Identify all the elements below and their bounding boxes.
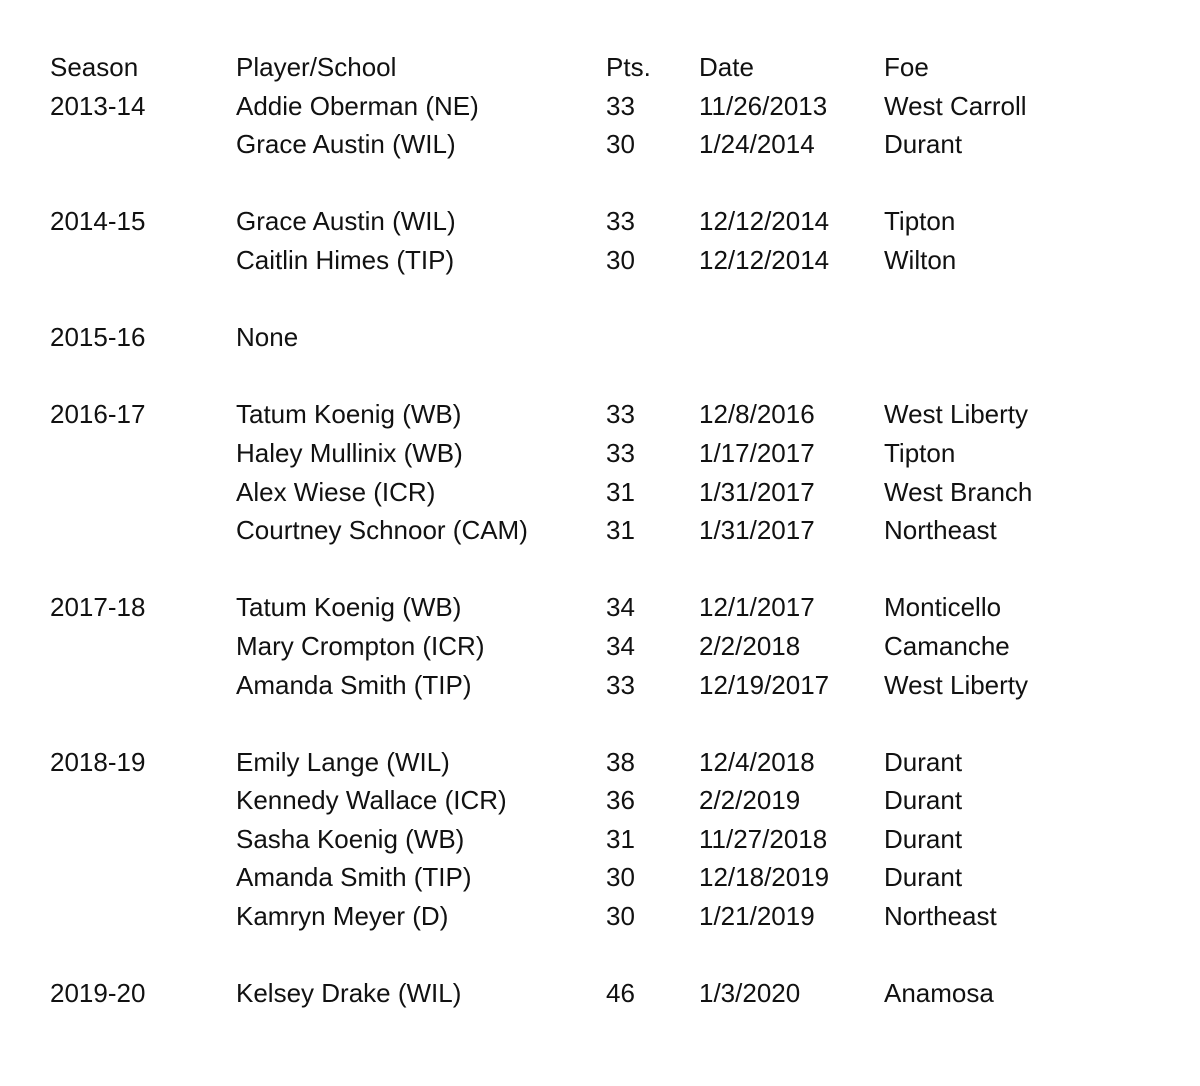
foe-cell: Durant — [884, 823, 963, 854]
foe-cell: Monticello — [884, 592, 1002, 623]
date-cell: 12/12/2014 — [699, 206, 830, 237]
table-row — [50, 897, 1170, 936]
date-cell: 1/31/2017 — [699, 515, 815, 546]
player-cell: Courtney Schnoor (CAM) — [236, 515, 528, 546]
player-cell: Tatum Koenig (WB) — [236, 399, 462, 430]
player-cell: Caitlin Himes (TIP) — [236, 244, 455, 275]
foe-cell: Northeast — [884, 515, 997, 546]
table-row — [50, 627, 1170, 666]
group-spacer — [50, 704, 1170, 743]
points-cell: 31 — [606, 515, 635, 546]
group-spacer — [50, 550, 1170, 589]
player-cell: None — [236, 322, 299, 353]
season-cell: 2018-19 — [50, 746, 146, 777]
points-cell: 33 — [606, 90, 635, 121]
player-cell: Amanda Smith (TIP) — [236, 862, 472, 893]
season-cell: 2016-17 — [50, 399, 146, 430]
points-cell: 46 — [606, 978, 635, 1009]
player-cell: Grace Austin (WIL) — [236, 206, 456, 237]
date-cell: 12/8/2016 — [699, 399, 815, 430]
table-row — [50, 974, 1170, 1013]
foe-cell: West Liberty — [884, 669, 1029, 700]
points-cell: 31 — [606, 476, 635, 507]
header-points: Pts. — [606, 52, 651, 82]
player-cell: Addie Oberman (NE) — [236, 90, 479, 121]
table-row — [50, 743, 1170, 782]
table-row — [50, 241, 1170, 280]
points-cell: 33 — [606, 437, 635, 468]
date-cell: 1/31/2017 — [699, 476, 815, 507]
foe-cell: Tipton — [884, 437, 956, 468]
table-row — [50, 395, 1170, 434]
table-body — [50, 87, 1170, 1013]
player-cell: Kennedy Wallace (ICR) — [236, 785, 507, 816]
foe-cell: Northeast — [884, 901, 997, 932]
foe-cell: Durant — [884, 129, 963, 160]
date-cell: 12/19/2017 — [699, 669, 830, 700]
player-cell: Sasha Koenig (WB) — [236, 823, 465, 854]
foe-cell: Wilton — [884, 244, 957, 275]
foe-cell: West Carroll — [884, 90, 1027, 121]
table-row — [50, 202, 1170, 241]
player-cell: Grace Austin (WIL) — [236, 129, 456, 160]
group-spacer — [50, 164, 1170, 203]
points-cell: 33 — [606, 669, 635, 700]
date-cell: 1/3/2020 — [699, 978, 801, 1009]
table-row — [50, 473, 1170, 512]
date-cell: 1/24/2014 — [699, 129, 815, 160]
table-row — [50, 318, 1170, 357]
table-row — [50, 434, 1170, 473]
player-cell: Emily Lange (WIL) — [236, 746, 450, 777]
date-cell: 11/27/2018 — [699, 823, 828, 854]
table-row — [50, 781, 1170, 820]
table-row — [50, 820, 1170, 859]
header-foe: Foe — [884, 52, 929, 82]
table-row — [50, 125, 1170, 164]
points-cell: 33 — [606, 206, 635, 237]
date-cell: 12/4/2018 — [699, 746, 815, 777]
group-spacer — [50, 280, 1170, 319]
season-cell: 2015-16 — [50, 322, 146, 353]
table-row — [50, 858, 1170, 897]
header-date: Date — [699, 52, 754, 82]
header-row — [50, 48, 1170, 87]
season-cell: 2014-15 — [50, 206, 146, 237]
group-spacer — [50, 936, 1170, 975]
player-cell: Tatum Koenig (WB) — [236, 592, 462, 623]
player-cell: Kelsey Drake (WIL) — [236, 978, 462, 1009]
points-cell: 30 — [606, 244, 635, 275]
player-cell: Haley Mullinix (WB) — [236, 437, 463, 468]
points-cell: 38 — [606, 746, 635, 777]
date-cell: 2/2/2018 — [699, 630, 801, 661]
season-cell: 2019-20 — [50, 978, 146, 1009]
table-row — [50, 588, 1170, 627]
player-cell: Amanda Smith (TIP) — [236, 669, 472, 700]
date-cell: 1/21/2019 — [699, 901, 815, 932]
table-row — [50, 87, 1170, 126]
table-row — [50, 666, 1170, 705]
points-cell: 30 — [606, 862, 635, 893]
header-player: Player/School — [236, 52, 397, 82]
points-cell: 30 — [606, 129, 635, 160]
points-cell: 33 — [606, 399, 635, 430]
date-cell: 2/2/2019 — [699, 785, 801, 816]
date-cell: 1/17/2017 — [699, 437, 815, 468]
date-cell: 12/12/2014 — [699, 244, 830, 275]
points-cell: 31 — [606, 823, 635, 854]
foe-cell: West Liberty — [884, 399, 1029, 430]
season-cell: 2017-18 — [50, 592, 146, 623]
foe-cell: Anamosa — [884, 978, 994, 1009]
date-cell: 11/26/2013 — [699, 90, 828, 121]
player-cell: Mary Crompton (ICR) — [236, 630, 485, 661]
points-cell: 36 — [606, 785, 635, 816]
foe-cell: Camanche — [884, 630, 1010, 661]
foe-cell: West Branch — [884, 476, 1033, 507]
date-cell: 12/1/2017 — [699, 592, 815, 623]
season-cell: 2013-14 — [50, 90, 146, 121]
foe-cell: Tipton — [884, 206, 956, 237]
player-cell: Alex Wiese (ICR) — [236, 476, 436, 507]
date-cell: 12/18/2019 — [699, 862, 830, 893]
points-cell: 34 — [606, 630, 635, 661]
player-cell: Kamryn Meyer (D) — [236, 901, 449, 932]
foe-cell: Durant — [884, 746, 963, 777]
foe-cell: Durant — [884, 785, 963, 816]
scoring-table — [50, 48, 1170, 1013]
points-cell: 30 — [606, 901, 635, 932]
header-season: Season — [50, 52, 139, 82]
table-row — [50, 511, 1170, 550]
points-cell: 34 — [606, 592, 635, 623]
foe-cell: Durant — [884, 862, 963, 893]
group-spacer — [50, 357, 1170, 396]
